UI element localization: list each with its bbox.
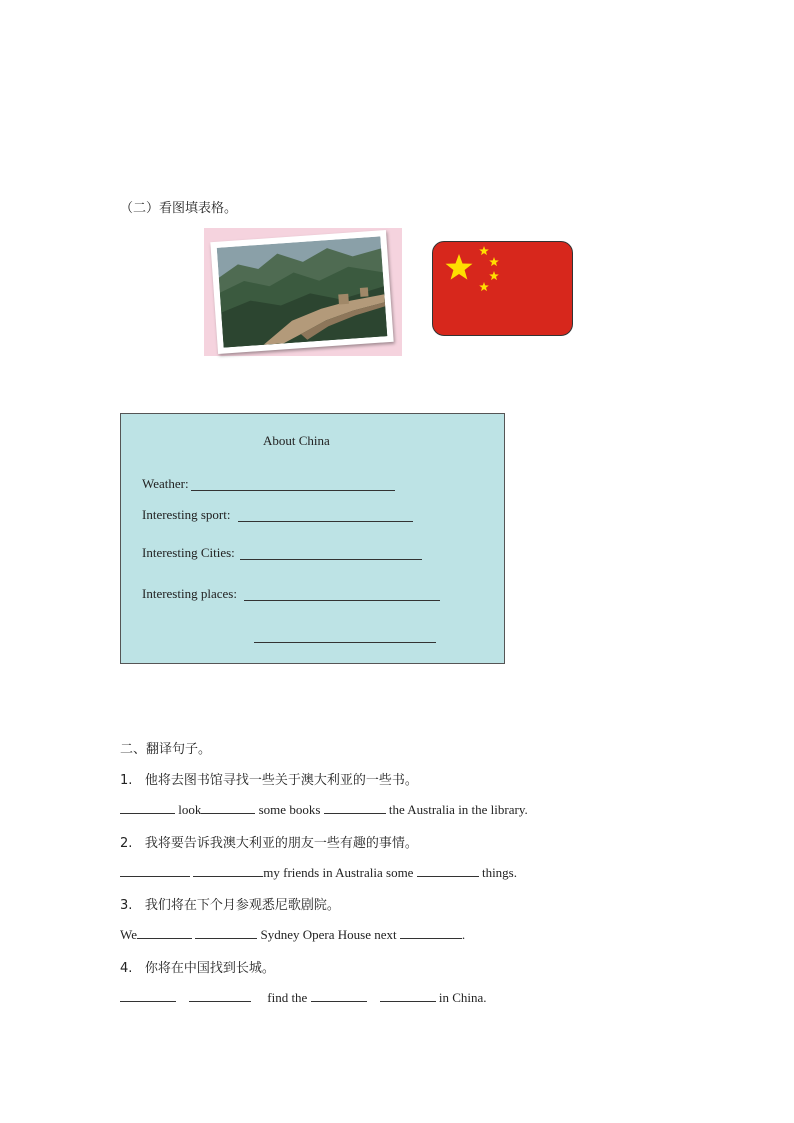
item-1-answer-line [120, 801, 528, 818]
item-4-blank-3[interactable] [311, 989, 367, 1002]
item-2-blank-1[interactable] [120, 864, 190, 877]
item-2-prompt [120, 832, 418, 851]
item-1-text-2: some books [258, 802, 321, 817]
item-2-number: 2. [120, 836, 133, 851]
translate-heading: 二、翻译句子。 [120, 742, 212, 757]
item-1-chinese: 他将去图书馆寻找一些关于澳大利亚的一些书。 [144, 773, 418, 788]
item-1-number: 1. [120, 773, 133, 788]
extra-places-blank[interactable] [254, 642, 436, 643]
item-1-blank-2[interactable] [201, 801, 255, 814]
item-1-blank-1[interactable] [120, 801, 175, 814]
item-1-text-1: look [178, 802, 202, 817]
item-3-prompt [120, 894, 340, 913]
item-3-answer-line [120, 926, 465, 943]
about-china-table [120, 413, 505, 664]
places-blank[interactable] [244, 600, 440, 601]
item-3-text-3: . [461, 927, 466, 942]
item-2-chinese: 我将要告诉我澳大利亚的朋友一些有趣的事情。 [144, 836, 418, 851]
item-4-blank-4[interactable] [380, 989, 436, 1002]
weather-blank[interactable] [191, 490, 395, 491]
item-3-chinese: 我们将在下个月参观悉尼歌剧院。 [144, 898, 340, 913]
item-1-blank-3[interactable] [324, 801, 386, 814]
item-1-text-3: the Australia in the library. [388, 802, 528, 817]
item-4-answer-line [120, 989, 487, 1006]
item-4-blank-1[interactable] [120, 989, 176, 1002]
item-2-blank-2[interactable] [193, 864, 263, 877]
item-4-number: 4. [120, 961, 133, 976]
cities-blank[interactable] [240, 559, 422, 560]
item-3-number: 3. [120, 898, 133, 913]
item-4-prompt [120, 957, 275, 976]
china-flag [432, 241, 573, 336]
item-3-text-1: We [120, 927, 137, 942]
sport-blank[interactable] [238, 521, 413, 522]
item-2-blank-3[interactable] [417, 864, 479, 877]
great-wall-photo [210, 230, 393, 354]
great-wall-image [217, 236, 388, 347]
item-4-text-2: in China. [438, 990, 487, 1005]
section-title: （二）看图填表格。 [120, 201, 238, 216]
item-3-blank-3[interactable] [400, 926, 462, 939]
item-3-blank-1[interactable] [137, 926, 192, 939]
weather-label: Weather: [142, 476, 189, 491]
item-4-chinese: 你将在中国找到长城。 [144, 961, 275, 976]
item-4-blank-2[interactable] [189, 989, 251, 1002]
cities-label: Interesting Cities: [142, 545, 235, 560]
item-3-text-2: Sydney Opera House next [260, 927, 397, 942]
sport-label: Interesting sport: [142, 507, 231, 522]
about-china-title: About China [263, 433, 330, 448]
item-4-text-1: find the [267, 990, 308, 1005]
item-2-answer-line [120, 864, 517, 881]
item-1-prompt [120, 769, 418, 788]
flag-stars-icon [433, 242, 572, 335]
item-2-text-2: things. [481, 865, 517, 880]
item-3-blank-2[interactable] [195, 926, 257, 939]
places-label: Interesting places: [142, 586, 237, 601]
item-2-text-1: my friends in Australia some [263, 865, 414, 880]
